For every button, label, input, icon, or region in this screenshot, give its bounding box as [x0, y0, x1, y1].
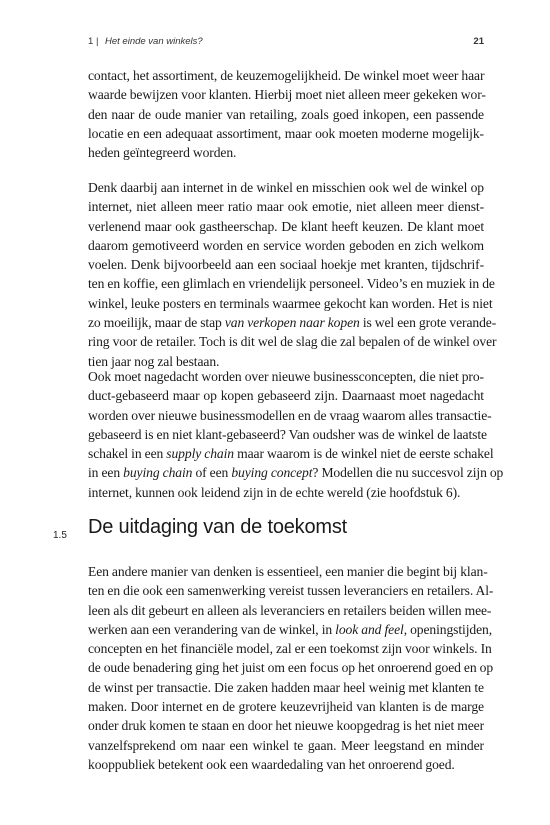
text-run: in een	[88, 465, 124, 481]
text-line: onder druk komen te staan en door het nieuwe koopgedrag is het niet meer	[88, 718, 484, 734]
text-line: vanzelfsprekend om naar een winkel te gaan. Meer leegstand en minder	[88, 737, 484, 753]
header-separator: |	[96, 36, 99, 47]
text-line: voelen. Denk bijvoorbeeld aan een sociaal hoekje met kranten, tijdschrif-	[88, 257, 484, 273]
running-header	[88, 36, 484, 50]
text-run: is wel een grote verande-	[359, 315, 497, 331]
emphasis-text: look and feel	[335, 621, 404, 637]
text-line: gebaseerd is en niet klant-gebaseerd? Van oudsher was de winkel de laatste	[88, 426, 487, 442]
emphasis-text: supply chain	[166, 446, 234, 462]
text-line: ten en die ook een samenwerking vereist tussen leveranciers en retailers. Al-	[88, 583, 494, 599]
text-run: zo moeilijk, maar de stap	[88, 315, 225, 331]
page-number: 21	[473, 36, 484, 47]
text-line: waarde bewijzen voor klanten. Hierbij moet niet alleen meer gekeken wor-	[88, 87, 486, 103]
emphasis-text: buying concept	[231, 465, 313, 481]
text-line: leen als dit gebeurt en alleen als leveranciers en retailers beiden willen mee-	[88, 602, 492, 618]
paragraph-3	[88, 367, 504, 502]
chapter-number: 1	[88, 36, 94, 47]
text-run: , openingstijden,	[403, 621, 493, 637]
paragraph-2	[88, 178, 497, 371]
text-line: Denk daarbij aan internet in de winkel en misschien ook wel de winkel op	[88, 180, 484, 195]
emphasis-text: van verkopen naar kopen	[224, 315, 360, 331]
text-line: Een andere manier van denken is essentieel, een manier die begint bij klan-	[88, 564, 488, 579]
text-line: duct-gebaseerd maar op kopen gebaseerd zijn. Daarnaast moet nagedacht	[88, 388, 484, 404]
text-line: ten en koffie, een glimlach en vriendelijk personeel. Video’s en muziek in de	[88, 276, 495, 292]
text-line: de winst per transactie. Die zaken hadden maar heel weinig met klanten te	[88, 679, 484, 695]
text-run: maar waarom is de winkel niet de eerste schakel	[234, 446, 494, 462]
text-line: maken. Door internet en de grotere keuzevrijheid van klanten is de marge	[88, 699, 484, 715]
paragraph-1	[88, 66, 484, 162]
text-line: Ook moet nagedacht worden over nieuwe businessconcepten, die niet pro-	[88, 369, 484, 384]
text-line: contact, het assortiment, de keuzemogelijkheid. De winkel moet weer haar	[88, 68, 485, 83]
section-number: 1.5	[53, 530, 67, 541]
text-line: heden geïntegreerd worden.	[88, 145, 237, 161]
text-run: schakel in een	[88, 446, 167, 462]
text-run: werken aan een verandering van de winkel, in	[88, 621, 336, 637]
text-line: worden over nieuwe businessmodellen en de vraag waarom alles transactie-	[88, 407, 492, 423]
text-run: of een	[192, 465, 232, 481]
text-line: kooppubliek betekent ook een waardedaling van het onroerend goed.	[88, 756, 455, 772]
section-title: De uitdaging van de toekomst	[88, 516, 348, 538]
text-line: den naar de oude manier van retailing, zoals goed inkopen, een passende	[88, 106, 484, 122]
text-line: concepten en het financiële model, zal er een toekomst zijn voor winkels. In	[88, 641, 492, 657]
text-line: daarom gemotiveerd worden en service worden geboden en zich welkom	[88, 237, 484, 253]
text-run: ? Modellen die nu succesvol zijn op	[312, 465, 504, 481]
text-line	[88, 620, 493, 639]
paragraph-4	[88, 562, 494, 774]
text-line	[88, 444, 494, 463]
text-line: winkel, leuke posters en terminals waarmee gekocht kan worden. Het is niet	[88, 295, 493, 311]
emphasis-text: buying chain	[123, 465, 193, 481]
text-line: internet, kunnen ook leidend zijn in de echte wereld (zie hoofdstuk 6).	[88, 484, 461, 500]
chapter-title: Het einde van winkels?	[105, 36, 203, 47]
text-line: de oude benadering ging het juist om een focus op het onroerend goed en op	[88, 660, 494, 676]
text-line: ring voor de retailer. Toch is dit wel de slag die zal bepalen of de winkel over	[88, 334, 497, 350]
text-line	[88, 463, 504, 482]
text-line: internet, niet alleen meer ratio maar ook emotie, niet alleen meer dienst-	[88, 199, 484, 215]
text-line: tien jaar nog zal bestaan.	[88, 353, 220, 369]
text-line: verlenend maar ook gastheerschap. De klant heeft keuzen. De klant moet	[88, 218, 484, 234]
text-line: locatie en een adequaat assortiment, maar ook moeten moderne mogelijk-	[88, 125, 484, 141]
text-line	[88, 313, 497, 332]
